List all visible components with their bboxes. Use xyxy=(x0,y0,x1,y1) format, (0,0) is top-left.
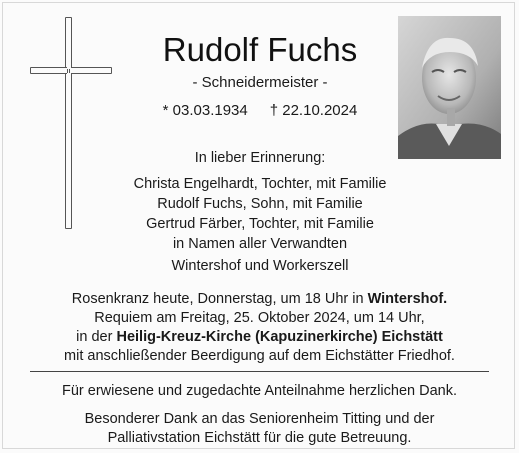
service-details xyxy=(10,290,509,366)
thanks-text: Für erwiesene und zugedachte Anteilnahme herzlichen Dank. xyxy=(62,383,457,399)
church-line: in der Heilig-Kreuz-Kirche (Kapuzinerkirche) Eichstätt xyxy=(76,329,443,345)
relative-line: Rudolf Fuchs, Sohn, mit Familie xyxy=(157,196,363,212)
relative-line: Gertrud Färber, Tochter, mit Familie xyxy=(146,216,374,232)
rosary-line: Rosenkranz heute, Donnerstag, um 18 Uhr in Wintershof. xyxy=(71,291,448,307)
portrait-photo xyxy=(398,16,501,159)
deceased-name: Rudolf Fuchs xyxy=(162,31,358,68)
birth-date: * 03.03.1934 xyxy=(162,102,248,119)
requiem-line: Requiem am Freitag, 25. Oktober 2024, um 14 Uhr, xyxy=(94,310,425,326)
special-thanks xyxy=(10,410,509,448)
death-date: † 22.10.2024 xyxy=(269,102,358,119)
life-dates xyxy=(130,102,390,120)
relatives-list xyxy=(110,174,410,254)
memory-heading: In lieber Erinnerung: xyxy=(194,150,326,166)
special-thanks-line: Palliativstation Eichstätt für die gute Betreuung. xyxy=(107,430,412,446)
divider xyxy=(30,371,489,372)
cross-icon xyxy=(30,17,112,229)
burial-line: mit anschließender Beerdigung auf dem Eichstätter Friedhof. xyxy=(64,348,455,364)
special-thanks-line: Besonderer Dank an das Seniorenheim Titting und der xyxy=(84,411,435,427)
places: Wintershof und Workerszell xyxy=(171,258,349,274)
relative-line: Christa Engelhardt, Tochter, mit Familie xyxy=(133,176,387,192)
relative-line: in Namen aller Verwandten xyxy=(172,236,348,252)
profession: - Schneidermeister - xyxy=(192,74,328,91)
